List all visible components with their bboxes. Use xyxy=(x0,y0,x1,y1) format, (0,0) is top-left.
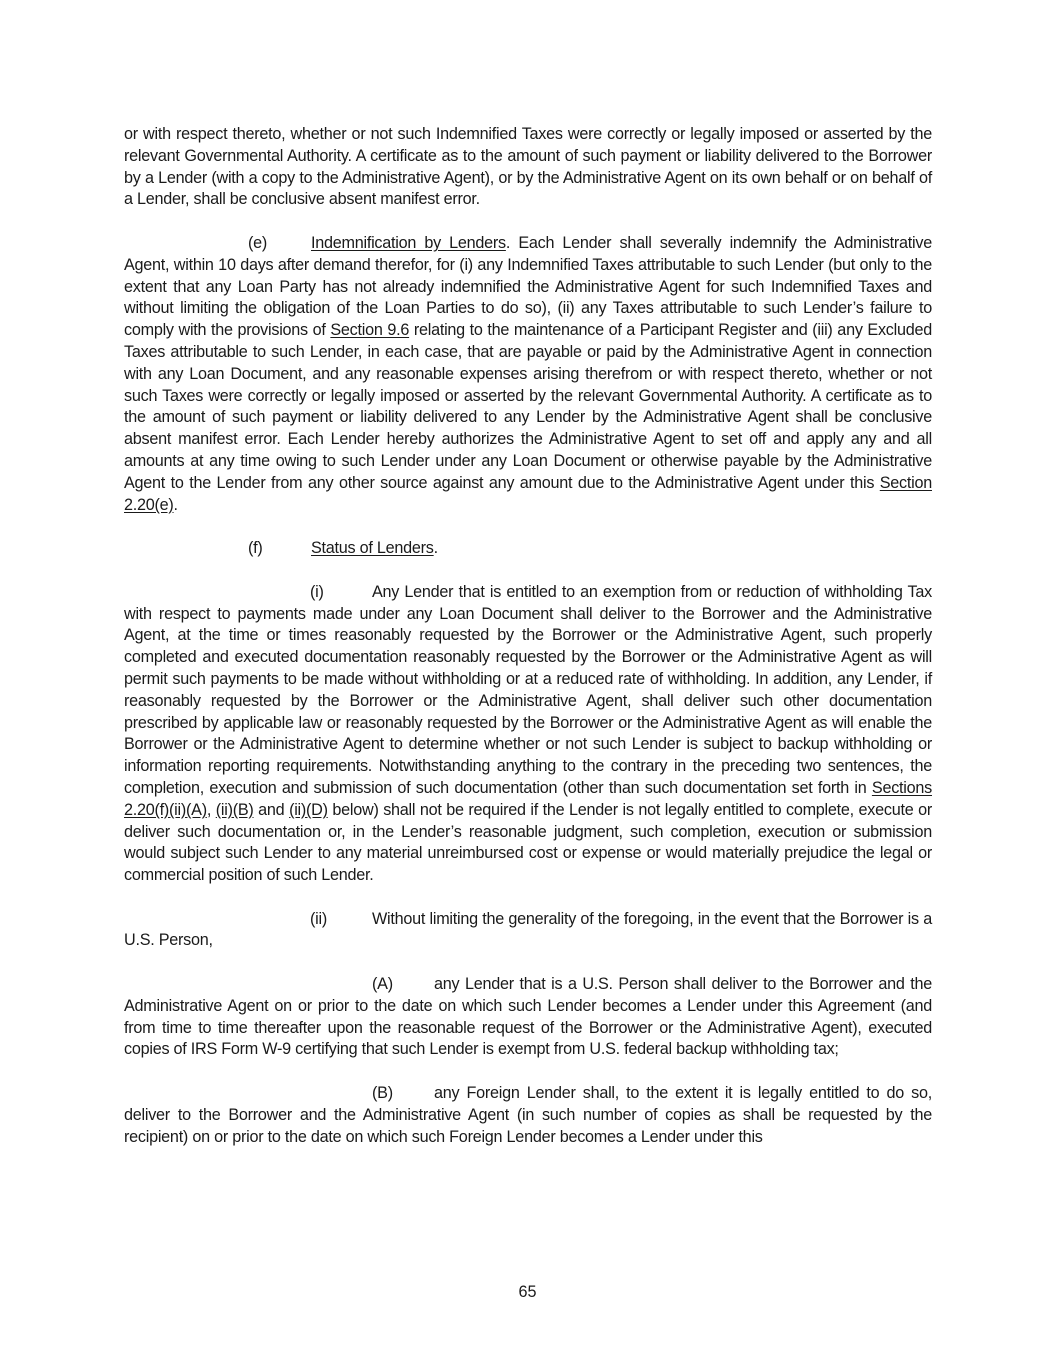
paragraph-text: . xyxy=(433,539,438,558)
clause-label-b: (B) xyxy=(372,1084,393,1103)
section-reference-2-20-f-ii-a: Sections 2.20(f)(ii)(A) xyxy=(124,778,932,819)
paragraph-text: any Lender that is a U.S. Person shall deliver to the Borrower and the Administrative Agent on or prior to the date on which such Lender becomes a Lender under this Agreement (and from time to time thereafter upon the reasonable request of the Borrower or the Administrative Agent), executed copies of IRS Form W-9 certifying that such Lender is exempt from U.S. federal backup withholding tax; xyxy=(124,975,932,1059)
paragraph-text: or with respect thereto, whether or not such Indemnified Taxes were correctly or legally imposed or asserted by the relevant Governmental Authority. A certificate as to the amount of such payment or liability delivered to the Borrower by a Lender (with a copy to the Administrative Agent), or by the Administrative Agent on its own behalf or on behalf of a Lender, shall be conclusive absent manifest error. xyxy=(124,125,932,209)
paragraph-text: Without limiting the generality of the foregoing, in the event that the Borrower is a U.S. Person, xyxy=(124,909,932,950)
paragraph-ii xyxy=(124,909,932,953)
paragraph-text: below) shall not be required if the Lender is not legally entitled to complete, execute or deliver such documentation or, in the Lender’s reasonable judgment, such completion, execution or submission would subject such Lender to any material unreimbursed cost or expense or would materially prejudice the legal or commercial position of such Lender. xyxy=(124,800,932,885)
paragraph-text: relating to the maintenance of a Participant Register and (iii) any Excluded Taxes attributable to such Lender, in each case, that are payable or paid by the Administrative Agent in connection with any Loan Document, and any reasonable expenses arising therefrom or with respect thereto, whether or not such Taxes were correctly or legally imposed or asserted by the relevant Governmental Authority. A certificate as to the amount of such payment or liability delivered to any Lender by the Administrative Agent shall be conclusive absent manifest error. Each Lender hereby authorizes the Administrative Agent to set off and apply any and all amounts at any time owing to such Lender under any Loan Document or otherwise payable by the Administrative Agent to the Lender from any other source against any amount due to the Administrative Agent under this xyxy=(124,321,932,492)
clause-label-a: (A) xyxy=(372,975,393,994)
paragraph-text: Any Lender that is entitled to an exemption from or reduction of withholding Tax with respect to payments made under any Loan Document shall deliver to the Borrower and the Administrative Agent, at the time or times reasonably requested by the Borrower or the Administrative Agent, such properly completed and executed documentation reasonably requested by the Borrower or the Administrative Agent as will permit such payments to be made without withholding or at a reduced rate of withholding. In addition, any Lender, if reasonably requested by the Borrower or the Administrative Agent, shall deliver such other documentation prescribed by applicable law or reasonably requested by the Borrower or the Administrative Agent as will enable the Borrower or the Administrative Agent to determine whether or not such Lender is subject to backup withholding or information reporting requirements. Notwithstanding anything to the contrary in the preceding two sentences, the completion, execution and submission of such documentation (other than such documentation set forth in xyxy=(124,582,932,797)
paragraph-text: and xyxy=(253,800,290,819)
clause-label-e: (e) xyxy=(248,233,268,252)
section-reference-ii-d: (ii)(D) xyxy=(289,800,328,819)
document-page xyxy=(124,124,932,1170)
page-number: 65 xyxy=(518,1283,537,1301)
clause-heading: Indemnification by Lenders xyxy=(311,233,506,252)
paragraph-f-status-of-lenders xyxy=(124,538,932,560)
clause-label-i: (i) xyxy=(310,582,324,601)
section-reference-9-6: Section 9.6 xyxy=(330,321,410,340)
paragraph-text: , xyxy=(206,800,216,819)
paragraph-i xyxy=(124,582,932,887)
paragraph-continuation xyxy=(124,124,932,211)
paragraph-text: any Foreign Lender shall, to the extent it is legally entitled to do so, deliver to the Borrower and the Administrative Agent (in such number of copies as shall be requested by the recipient) on or prior to the date on which such Foreign Lender becomes a Lender under this xyxy=(124,1084,932,1146)
clause-heading: Status of Lenders xyxy=(311,539,434,558)
paragraph-a xyxy=(124,974,932,1061)
clause-label-f: (f) xyxy=(248,539,263,558)
paragraph-b xyxy=(124,1083,932,1148)
paragraph-text: . xyxy=(173,495,178,514)
clause-label-ii: (ii) xyxy=(310,909,327,928)
section-reference-ii-b: (ii)(B) xyxy=(215,800,254,819)
section-reference-2-20-e: Section 2.20(e) xyxy=(124,473,932,514)
paragraph-e-indemnification-by-lenders xyxy=(124,233,932,516)
paragraph-text: . Each Lender shall severally indemnify the Administrative Agent, within 10 days after demand therefor, for (i) any Indemnified Taxes attributable to such Lender (but only to the extent that any Loan Party has not already indemnified the Administrative Agent for such Indemnified Taxes and without limiting the obligation of the Loan Parties to do so), (ii) any Taxes attributable to such Lender’s failure to comply with the provisions of xyxy=(124,233,932,340)
